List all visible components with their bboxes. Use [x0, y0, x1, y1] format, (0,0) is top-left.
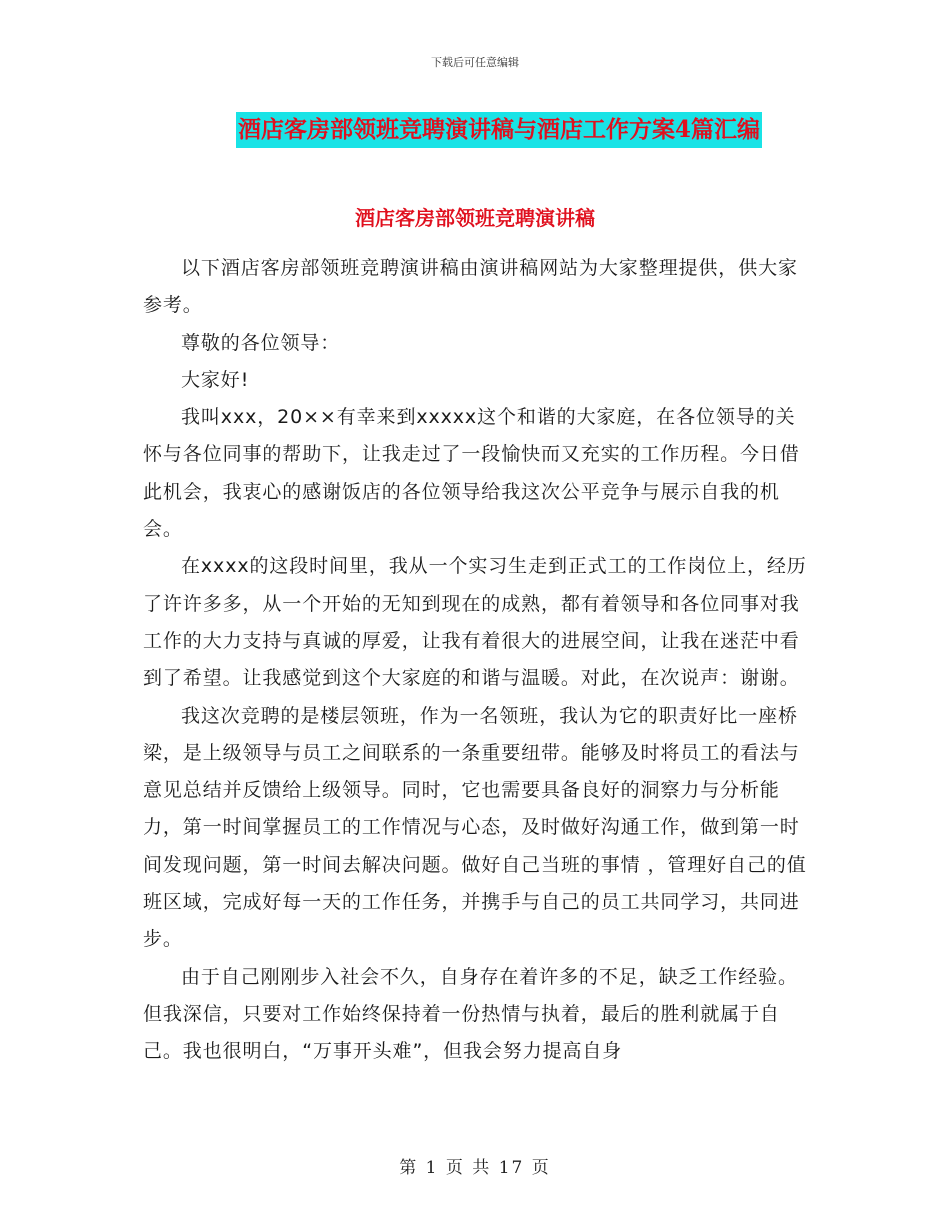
sub-title: 酒店客房部领班竞聘演讲稿 [355, 206, 595, 230]
paragraph-salutation: 尊敬的各位领导： [181, 331, 341, 354]
paragraph-commitment: 由于自己刚刚步入社会不久，自身存在着许多的不足，缺乏工作经验。但我深信，只要对工作始终保持着一份热情与执着，最后的胜利就属于自己。我也很明白，“万事开头难”，但我会努力提高自身 [143, 965, 798, 1063]
page-footer: 第 1 页 共 17 页 [399, 1158, 551, 1178]
main-title: 酒店客房部领班竞聘演讲稿与酒店工作方案4篇汇编 [236, 112, 762, 148]
header-note: 下载后可任意编辑 [431, 56, 519, 69]
paragraph-experience: 在xxxx的这段时间里，我从一个实习生走到正式工的工作岗位上，经历了许许多多，从一个开始的无知到现在的成熟，都有着领导和各位同事对我工作的大力支持与真诚的厚爱，让我有着很大的进展空间，让我在迷茫中看到了希望。让我感觉到这个大家庭的和谐与温暖。对此，在次说声：谢谢。 [143, 555, 807, 690]
paragraph-intro: 以下酒店客房部领班竞聘演讲稿由演讲稿网站为大家整理提供，供大家参考。 [143, 257, 798, 317]
paragraph-self-intro: 我叫xxx，20××有幸来到xxxxx这个和谐的大家庭，在各位领导的关怀与各位同事的帮助下，让我走过了一段愉快而又充实的工作历程。今日借此机会，我衷心的感谢饭店的各位领导给我这次公平竞争与展示自我的机会。 [143, 406, 800, 541]
main-title-container [0, 112, 950, 148]
body-text [143, 250, 815, 1071]
paragraph-greeting: 大家好! [181, 368, 250, 391]
paragraph-role: 我这次竞聘的是楼层领班，作为一名领班，我认为它的职责好比一座桥梁，是上级领导与员工之间联系的一条重要纽带。能够及时将员工的看法与意见总结并反馈给上级领导。同时，它也需要具备良好的洞察力与分析能力，第一时间掌握员工的工作情况与心态，及时做好沟通工作，做到第一时间发现问题，第一时间去解决问题。做好自己当班的事情 ，管理好自己的值班区域，完成好每一天的工作任务，并携手与自己的员工共同学习，共同进步。 [143, 704, 807, 951]
